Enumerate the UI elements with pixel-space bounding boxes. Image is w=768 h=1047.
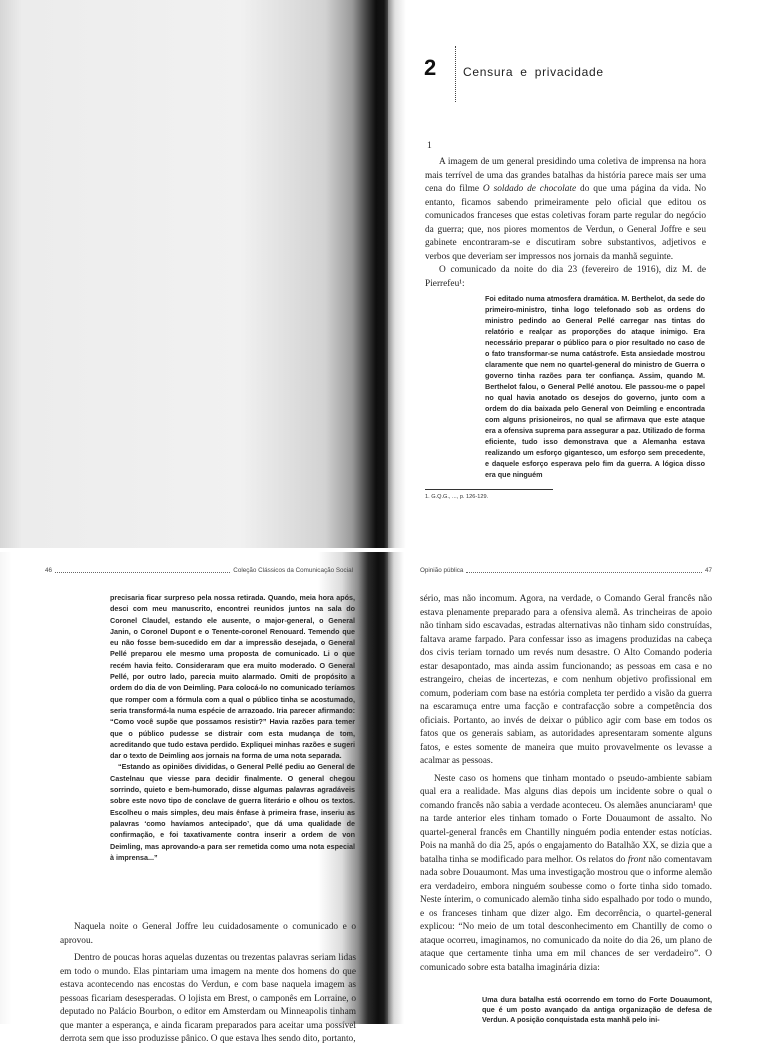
- paragraph: [420, 773, 712, 976]
- page-46: [0, 552, 388, 1044]
- paragraph: Dentro de poucas horas aquelas duzentas ou trezentas palavras seriam lidas em todo o mundo. Elas pintariam uma imagem na mente dos homens do que estava acontecendo nas encostas do Verdun, e com base naquela imagem as pessoas ficariam desesperadas. O lojista em Brest, o camponês em Lorraine, o deputado no Palácio Bourbon, o editor em Amsterdam ou Minneapolis tinham que manter a esperança, e ainda ficaram preparados para aceitar uma possível derrota sem que isso produzisse pânico. O que estava lhes sendo dito, portanto,: [60, 953, 356, 1044]
- page-number: 46: [45, 567, 53, 574]
- chapter-title: Censura e privacidade: [463, 65, 604, 79]
- paragraph-text: Neste caso os homens que tinham montado o pseudo-ambiente sabiam qual era a realidade. Mas alguns dias depois um incidente sobre o qual o comando francês não sabia a verdade aconteceu. Os alemães anunciaram¹ que na tarde anterior eles tinham tomado o Forte Douaumont de assalto. No quartel-general francês em Chantilly ninguém podia entender estas notícias. Pois na manhã do dia 25, após o engajamento do Batalhão XX, se dizia que a batalha tinha se modificado para melhor. Os relatos do: [420, 773, 712, 865]
- chapter-running-title: Opinião pública: [420, 567, 464, 574]
- paragraph-text: do que uma página da vida. No entanto, ficamos sabendo primeiramente pelo oficial que editou os comunicados franceses que estas coletivas foram parte regular do negócio da guerra; que, nos piores momentos de Verdun, o General Joffre e seu gabinete encontraram-se e discutiram sobre substantivos, adjetivos e verbos que deveriam ser impressos nos jornais da manhã seguinte.: [425, 184, 707, 262]
- page-47-body-text: [420, 593, 712, 994]
- paragraph: O comunicado da noite do dia 23 (fevereiro de 1916), diz M. de Pierrefeu¹:: [425, 265, 706, 289]
- block-quote-continued: [110, 592, 355, 918]
- blank-left-page: [0, 0, 388, 548]
- paragraph-text: não comentavam nada sobre Douaumont. Mas uma investigação mostrou que o informe alemão era verdadeiro, embora ninguém soubesse como o forte tinha sido tomado. Neste ínterim, o comunicado alemão tinha sido espalhado por todo o mundo, e os franceses tinham que dizer algo. Em decorrência, o quartel-general explicou: “No meio de um total desconhecimento em Chantilly de como o ataque ocorreu, imaginamos, no comunicado da noite do dia 26, um plano de ataque que certamente tinha uma em mil chances de ser verdadeiro”. O comunicado sobre esta batalha imaginária dizia:: [420, 854, 712, 973]
- bottom-spread: [0, 552, 768, 1044]
- page-number: 47: [704, 567, 712, 574]
- paragraph: sério, mas não incomum. Agora, na verdade, o Comando Geral francês não estava plenamente preparado para a ofensiva alemã. As trincheiras de apoio não tinham sido escavadas, estradas alternativas não tinham sido construídas, faltava arame farpado. Para confessar isso as imagens produzidas na cabeça dos civis teriam tornado um revés num desastre. O Alto Comando poderia estar desapontado, mas ainda assim funcionando; as pessoas em casa e no estrangeiro, cheias de incertezas, e com nenhum objetivo profissional em comum, poderiam com base na estória completa ter perdido a visão da guerra na escaramuça entre uma facção e contrafacção sobre a competência dos oficiais. Portanto, ao invés de deixar o público agir com base em todos os fatos que os generais sabiam, as autoridades apresentaram somente alguns fatos, e estes somente de maneira que muito provavelmente os levasse a acalmar as pessoas.: [420, 594, 712, 766]
- paragraph: [425, 156, 706, 264]
- block-quote: [485, 293, 705, 483]
- series-title: Coleção Clássicos da Comunicação Social: [233, 567, 353, 574]
- film-title: O soldado de chocolate: [482, 184, 577, 194]
- footnote: 1. G.Q.G., ..., p. 126-129.: [425, 494, 489, 500]
- italic-term: front: [627, 854, 646, 865]
- quote-paragraph: Uma dura batalha está ocorrendo em torno do Forte Douaumont, que é um posto avançado da antiga organização de defesa de Verdun. A posição conquistada esta manhã pelo ini-: [482, 995, 712, 1024]
- paragraph: Naquela noite o General Joffre leu cuidadosamente o comunicado e o aprovou.: [60, 922, 356, 946]
- page-47: [388, 552, 768, 1024]
- running-head-left: [45, 566, 353, 575]
- paragraph-text: A imagem de um general presidindo uma coletiva de imprensa na hora mais terrível de uma das grandes batalhas da história parece mais ser uma cena do filme: [425, 157, 706, 194]
- chapter-dotted-rule: [455, 46, 456, 102]
- footnote-rule: [425, 489, 553, 490]
- running-head-right: [420, 566, 712, 575]
- section-number: 1: [427, 141, 432, 151]
- quote-paragraph: Foi editado numa atmosfera dramática. M. Berthelot, da sede do primeiro-ministro, tinha logo telefonado sob as ordens do ministro pedindo ao General Pellé carregar nas tintas do relatório e realçar as proporções do ataque inimigo. Era necessário preparar o público para o pior resultado no caso de o fato transformar-se numa catástrofe. Esta ansiedade mostrou claramente que nem no quartel-general do ministro de Guerra o governo tinha razões para ter confiança. Assim, quando M. Berthelot falou, o General Pellé anotou. Ele passou-me o papel no qual havia anotado os desejos do governo, junto com a ordem do dia baixada pelo General von Deimling e encontrada com alguns prisioneiros, no qual se afirmava que este ataque era a ofensiva suprema para assegurar a paz. Utilizado de forma eficiente, tudo isso demonstrava que a Alemanha estava realizando um esforço gigantesco, um esforço sem precedente, e daquele esforço esperava pelo fim da guerra. A lógica disso era que ninguém: [485, 294, 705, 479]
- chapter-body-text: [425, 156, 706, 292]
- block-quote: [482, 995, 712, 1024]
- dotted-leader: [55, 572, 230, 573]
- page-46-body-text: [60, 921, 356, 1044]
- quote-paragraph: “Estando as opiniões divididas, o General Pellé pediu ao General de Castelnau que viesse para decidir finalmente. O general chegou sorrindo, quieto e bem-humorado, disse algumas palavras agradáveis sobre este novo tipo de conclave de guerra literário e olhou os textos. Escolheu o mais simples, deu mais ênfase à primeira frase, inseriu as palavras ‘como havíamos antecipado’, que dá uma qualidade de confirmação, e foi taxativamente contra inserir a ordem de von Deimling, mas aprovando-a para ser remetida como uma nota especial à imprensa...”: [110, 762, 355, 862]
- dotted-leader: [466, 572, 702, 573]
- quote-paragraph: precisaria ficar surpreso pela nossa retirada. Quando, meia hora após, desci com meu manuscrito, encontrei reunidos juntos na sala do Coronel Claudel, estando ele ausente, o major-general, o General Janin, o Coronel Dupont e o Tenente-coronel Renouard. Temendo que eu não fosse bem-sucedido em dar a impressão desejada, o General Pellé preparou ele mesmo uma proposta de comunicado. Li o que recém havia feito. Consideraram que era muito moderado. O General Pellé, por outro lado, parecia muito alarmado. Omiti de propósito a ordem do dia de von Deimling. Para colocá-lo no comunicado teríamos que romper com a fórmula com a qual o público tinha se acostumado, seria transformá-la numa espécie de arrazoado. Iria parecer afirmando: “Como você supõe que possamos resistir?” Havia razões para temer que o público pudesse se distrair com esta mudança de tom, acreditando que tudo estava perdido. Expliquei minhas razões e sugeri dar o texto de Deimling aos jornais na forma de uma nota separada.: [110, 593, 355, 761]
- chapter-number: 2: [424, 55, 437, 80]
- chapter-opening-page: [388, 0, 768, 548]
